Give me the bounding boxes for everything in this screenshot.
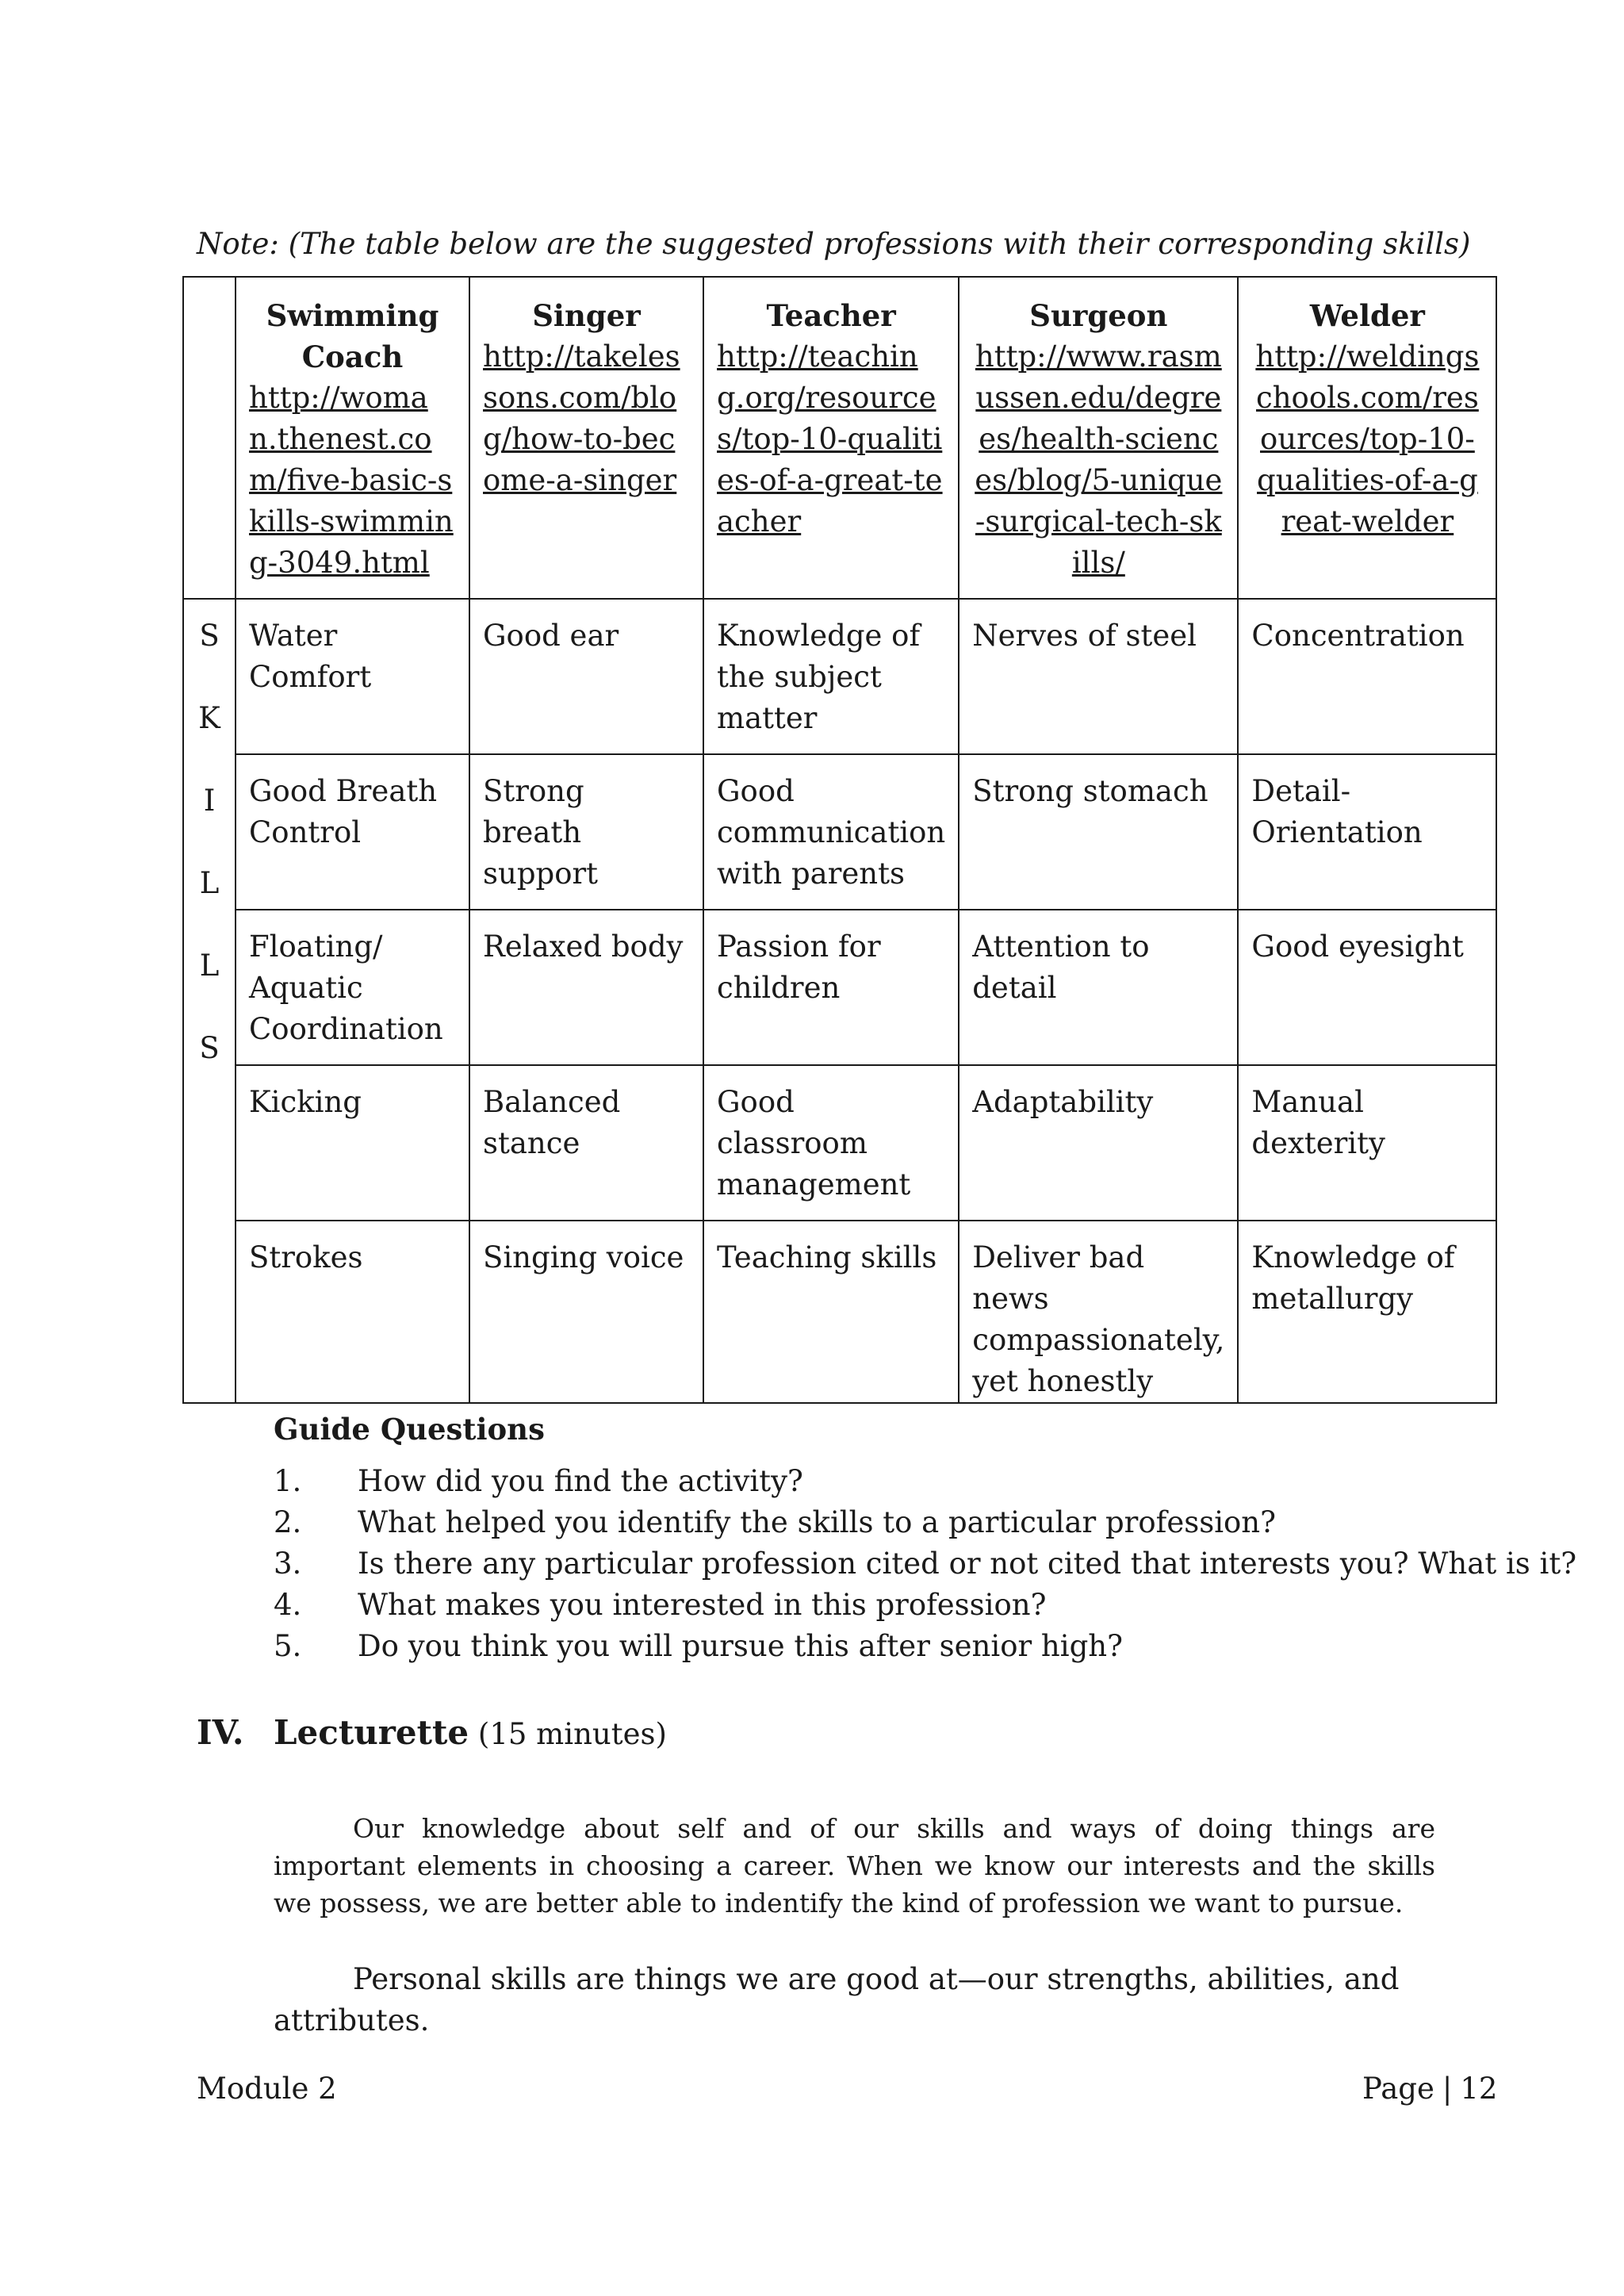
skill-cell: Good Breath Control [236,754,469,910]
profession-name: Swimming Coach [266,298,439,374]
question-text: What helped you identify the skills to a particular profession? [358,1505,1276,1539]
question-number: 1. [274,1464,302,1498]
skill-cell: Kicking [236,1065,469,1221]
section-title: Lecturette [274,1713,469,1752]
side-letter: L [199,866,220,900]
skill-cell: Relaxed body [469,910,703,1065]
profession-header-cell [1238,277,1496,599]
skills-row [183,754,1496,910]
profession-header-cell [959,277,1238,599]
table-header-row [183,277,1496,599]
profession-header-cell [236,277,469,599]
skill-cell: Water Comfort [236,599,469,754]
page-label: Page [1362,2072,1434,2106]
body-paragraph: Our knowledge about self and of our skills and ways of doing things are important elements in choosing a career. When we know our interests and the skills we possess, we are better able to indentify the kind of profession we want to pursue. [274,1813,1435,1918]
skill-cell: Singing voice [469,1221,703,1403]
section-number: IV. [197,1713,244,1752]
profession-link[interactable]: http://woman.thenest.com/five-basic-skills-swimming-3049.html [249,381,454,580]
guide-questions-list [274,1461,1576,1667]
skill-cell: Nerves of steel [959,599,1238,754]
skill-cell: Balanced stance [469,1065,703,1221]
question-text: How did you find the activity? [358,1464,803,1498]
profession-link[interactable]: http://www.rasmussen.edu/degrees/health-sciences/blog/5-unique-surgical-tech-skills/ [975,339,1223,580]
skill-cell: Floating/ Aquatic Coordination [236,910,469,1065]
skill-cell: Manual dexterity [1238,1065,1496,1221]
side-letter: L [199,949,220,983]
profession-name: Singer [532,298,641,333]
skill-cell: Passion for children [703,910,959,1065]
skill-cell: Strong stomach [959,754,1238,910]
skill-cell: Adaptability [959,1065,1238,1221]
professions-skills-table [182,276,1497,1404]
profession-header-cell [703,277,959,599]
skill-cell: Strokes [236,1221,469,1403]
list-item [274,1585,1576,1626]
list-item [274,1461,1576,1502]
header-corner-cell [183,277,236,599]
section-duration: (15 minutes) [477,1717,667,1751]
skill-cell: Knowledge of metallurgy [1238,1221,1496,1403]
skill-cell: Good ear [469,599,703,754]
question-number: 3. [274,1547,302,1581]
skill-cell: Strong breath support [469,754,703,910]
page-separator: | [1442,2072,1453,2106]
guide-questions-title: Guide Questions [274,1412,545,1447]
skill-cell: Teaching skills [703,1221,959,1403]
question-text: What makes you interested in this profession? [358,1588,1047,1622]
list-item [274,1626,1576,1667]
skills-side-label [183,599,236,1403]
skill-cell: Good communication with parents [703,754,959,910]
skill-cell: Attention to detail [959,910,1238,1065]
question-number: 2. [274,1505,302,1539]
table-note: Note: (The table below are the suggested professions with their corresponding skills) [197,227,1471,261]
list-item [274,1543,1576,1585]
profession-name: Teacher [766,298,896,333]
section-heading [197,1713,667,1752]
skills-row [183,599,1496,754]
skills-row [183,1221,1496,1403]
profession-header-cell [469,277,703,599]
skill-cell: Deliver bad news compassionately, yet honestly [959,1221,1238,1403]
skill-cell: Knowledge of the subject matter [703,599,959,754]
skill-cell: Good classroom management [703,1065,959,1221]
footer-page [1362,2072,1497,2106]
profession-name: Surgeon [1029,298,1168,333]
footer-module: Module 2 [197,2072,337,2106]
question-number: 5. [274,1629,302,1663]
side-letter: S [199,619,220,653]
profession-link[interactable]: http://teaching.org/resources/top-10-qualities-of-a-great-teacher [717,339,943,539]
skill-cell: Detail-Orientation [1238,754,1496,910]
body-paragraph: Personal skills are things we are good at—our strengths, abilities, and attributes. [274,1962,1400,2037]
question-text: Is there any particular profession cited or not cited that interests you? What is it? [358,1547,1577,1581]
side-letter: S [199,1031,220,1065]
profession-link[interactable]: http://takelessons.com/blog/how-to-become-a-singer [483,339,680,497]
profession-name: Welder [1309,298,1425,333]
side-letter: K [198,701,220,735]
page-number: 12 [1460,2072,1498,2106]
skill-cell: Concentration [1238,599,1496,754]
profession-link[interactable]: http://weldingschools.com/resources/top-10-qualities-of-a-great-welder [1255,339,1480,539]
question-number: 4. [274,1588,302,1622]
side-letter: I [203,784,216,818]
skills-row [183,910,1496,1065]
list-item [274,1502,1576,1543]
question-text: Do you think you will pursue this after senior high? [358,1629,1123,1663]
skill-cell: Good eyesight [1238,910,1496,1065]
skills-row [183,1065,1496,1221]
